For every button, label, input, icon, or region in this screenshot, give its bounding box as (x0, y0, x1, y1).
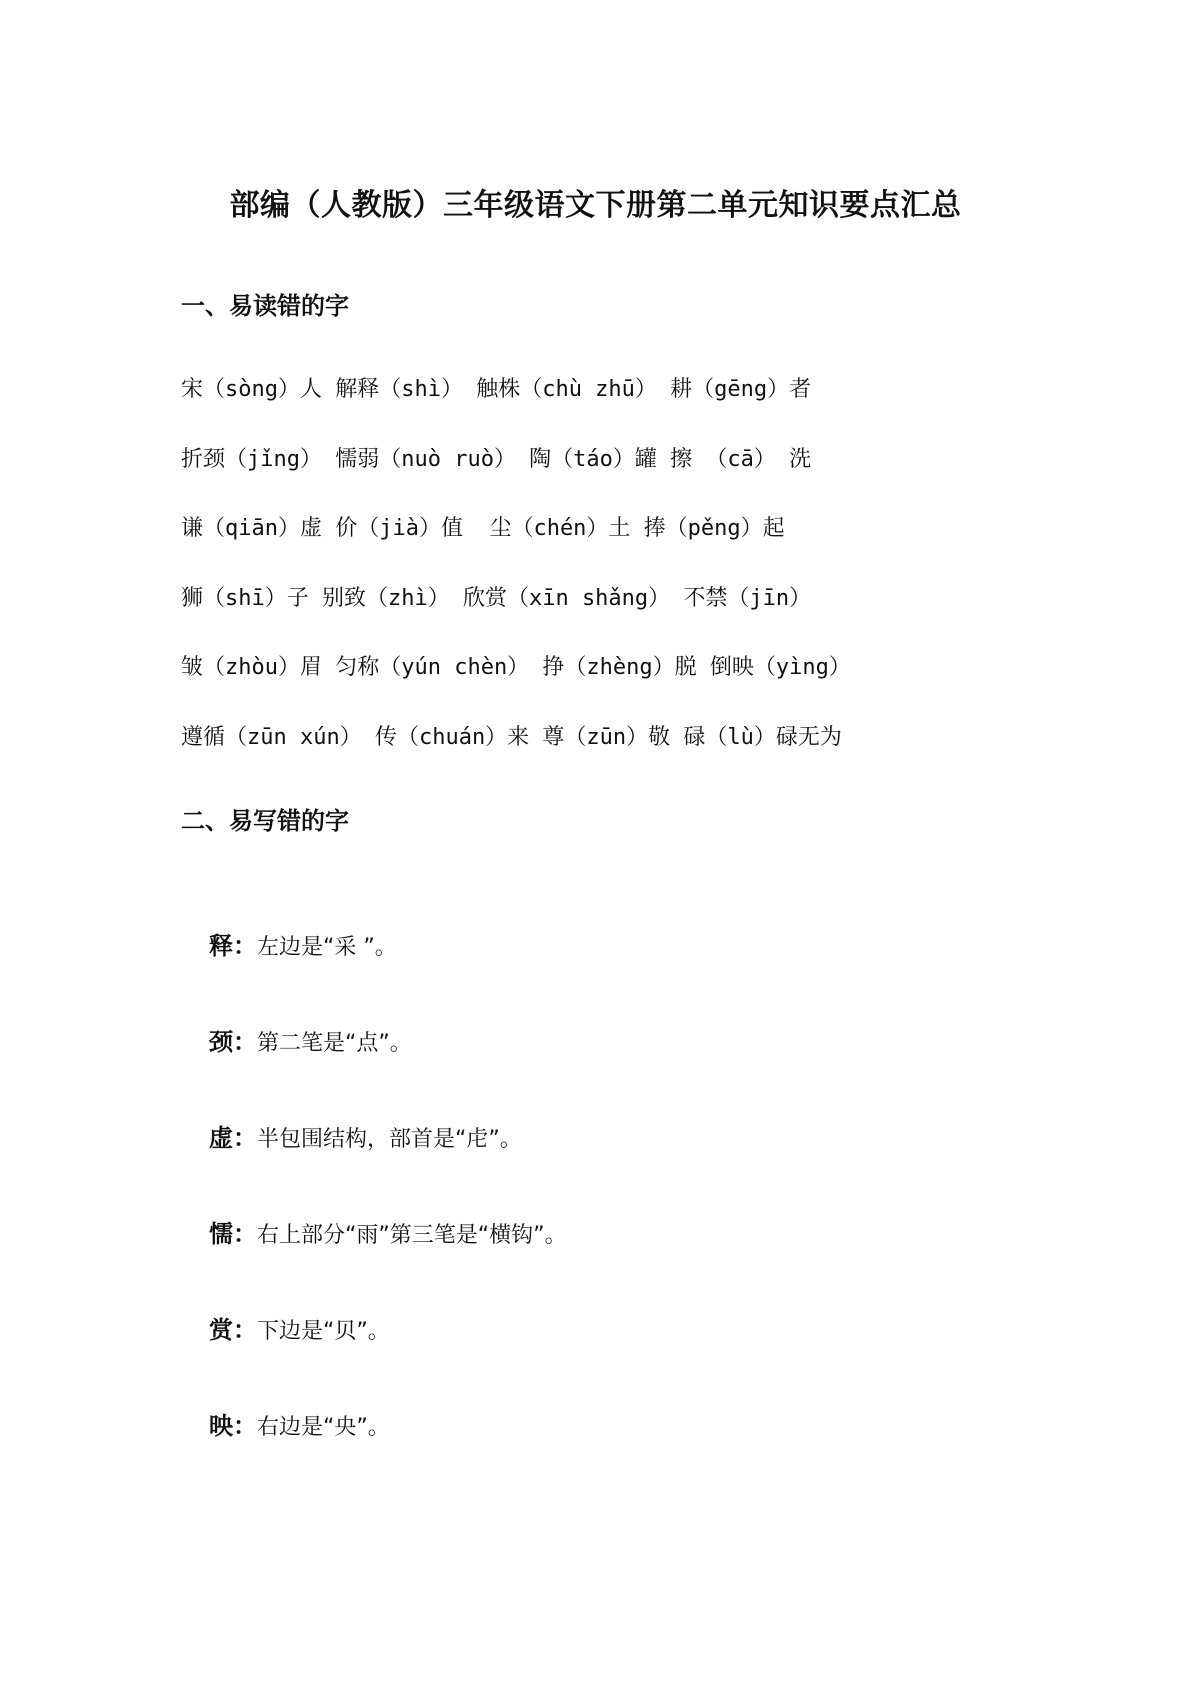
writing-item-text: 右边是“央”。 (256, 1415, 390, 1440)
writing-item-text: 右上部分“雨”第三笔是“横钩”。 (256, 1223, 567, 1248)
writing-item-char: 虚： (208, 1124, 257, 1152)
writing-item (181, 1381, 390, 1473)
writing-item-text: 半包围结构，部首是“虍”。 (256, 1127, 522, 1152)
section-heading-writing: 二、易写错的字 (181, 807, 349, 835)
reading-line: 遵循（zūn xún） 传（chuán）来 尊（zūn）敬 碌（lù）碌无为 (181, 725, 842, 750)
reading-line: 宋（sòng）人 解释（shì） 触株（chù zhū） 耕（gēng）者 (181, 377, 812, 402)
writing-item-char: 颈： (208, 1028, 257, 1056)
writing-item (181, 1093, 522, 1185)
writing-item (181, 997, 412, 1089)
writing-item-char: 赏： (208, 1316, 257, 1344)
writing-item-text: 左边是“采 ”。 (256, 935, 397, 960)
section-heading-reading: 一、易读错的字 (181, 292, 349, 320)
reading-line: 皱（zhòu）眉 匀称（yún chèn） 挣（zhèng）脱 倒映（yìng） (181, 655, 851, 680)
reading-line: 折颈（jǐng） 懦弱（nuò ruò） 陶（táo）罐 擦 （cā） 洗 (181, 447, 812, 472)
writing-item-text: 第二笔是“点”。 (256, 1031, 412, 1056)
reading-line: 谦（qiān）虚 价（jià）值 尘（chén）土 捧（pěng）起 (181, 516, 785, 541)
writing-item-char: 懦： (208, 1220, 257, 1248)
writing-item-text: 下边是“贝”。 (256, 1319, 390, 1344)
writing-item (181, 1189, 567, 1281)
writing-item (181, 901, 397, 993)
writing-item (181, 1285, 390, 1377)
document-title: 部编（人教版）三年级语文下册第二单元知识要点汇总 (229, 188, 962, 223)
reading-line: 狮（shī）子 别致（zhì） 欣赏（xīn shǎng） 不禁（jīn） (181, 586, 812, 611)
writing-item-char: 释： (208, 932, 257, 960)
writing-item-char: 映： (208, 1412, 257, 1440)
